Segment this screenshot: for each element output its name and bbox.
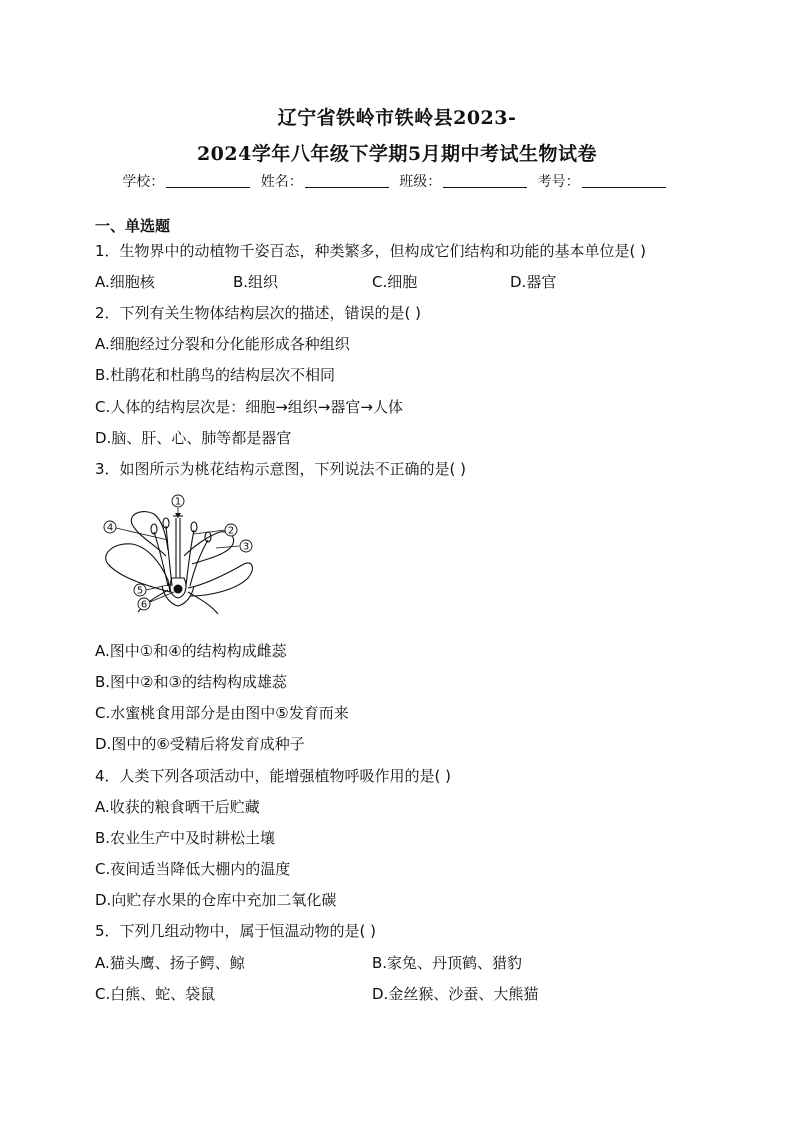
label-number-6: 6 — [140, 599, 148, 611]
student-info-row — [0, 171, 794, 191]
label-number-5: 5 — [136, 585, 144, 597]
question-5-option-d[interactable]: D.金丝猴、沙蚕、大熊猫 — [372, 985, 539, 1003]
question-3-stem: 3．如图所示为桃花结构示意图，下列说法不正确的是( ) — [95, 460, 467, 478]
right-lower-petal — [188, 563, 252, 596]
question-3-option-b[interactable]: B.图中②和③的结构构成雄蕊 — [95, 673, 287, 691]
question-2-option-d[interactable]: D.脑、肝、心、肺等都是器官 — [95, 429, 292, 447]
question-4-option-a[interactable]: A.收获的粮食晒干后贮藏 — [95, 798, 260, 816]
question-2-option-c[interactable]: C.人体的结构层次是：细胞→组织→器官→人体 — [95, 398, 403, 416]
question-4-option-d[interactable]: D.向贮存水果的仓库中充加二氧化碳 — [95, 891, 337, 909]
school-label: 学校： — [122, 174, 165, 190]
question-5-stem: 5．下列几组动物中，属于恒温动物的是( ) — [95, 922, 377, 940]
section-title: 一、单选题 — [95, 217, 171, 235]
stamen-filament-4 — [190, 540, 208, 586]
pistil-style — [176, 518, 180, 578]
question-4-option-c[interactable]: C.夜间适当降低大棚内的温度 — [95, 860, 291, 878]
label-number-1: 1 — [174, 496, 182, 508]
exam-number-blank[interactable] — [582, 173, 666, 188]
leader-line-3 — [216, 546, 239, 548]
label-number-3: 3 — [242, 541, 250, 553]
question-1-option-a[interactable]: A.细胞核 — [95, 273, 155, 291]
class-label: 班级： — [399, 174, 442, 190]
class-blank[interactable] — [443, 173, 527, 188]
question-3-option-c[interactable]: C.水蜜桃食用部分是由图中⑤发育而来 — [95, 704, 349, 722]
exam-title-line2: 2024学年八年级下学期5月期中考试生物试卷 — [196, 143, 598, 165]
exam-number-label: 考号： — [537, 174, 580, 190]
question-3-option-a[interactable]: A.图中①和④的结构构成雌蕊 — [95, 642, 287, 660]
name-blank[interactable] — [305, 173, 389, 188]
label-number-2: 2 — [227, 525, 235, 537]
question-3-option-d[interactable]: D.图中的⑥受精后将发育成种子 — [95, 735, 305, 753]
school-blank[interactable] — [166, 173, 250, 188]
exam-title-line1: 辽宁省铁岭市铁岭县2023- — [277, 107, 517, 129]
peach-flower-svg — [98, 492, 268, 626]
question-5-option-b[interactable]: B.家兔、丹顶鹤、猎豹 — [372, 954, 523, 972]
leader-line-4 — [116, 528, 168, 540]
question-1-option-c[interactable]: C.细胞 — [372, 273, 418, 291]
question-1-option-b[interactable]: B.组织 — [233, 273, 279, 291]
question-1-stem: 1．生物界中的动植物千姿百态，种类繁多，但构成它们结构和功能的基本单位是( ) — [95, 242, 647, 260]
question-5-option-c[interactable]: C.白熊、蛇、袋鼠 — [95, 985, 216, 1003]
left-upper-petal — [131, 512, 168, 556]
ovule — [174, 585, 183, 594]
question-1-option-d[interactable]: D.器官 — [510, 273, 557, 291]
peach-flower-diagram — [98, 492, 268, 626]
question-4-option-b[interactable]: B.农业生产中及时耕松土壤 — [95, 829, 276, 847]
label-number-4: 4 — [106, 522, 114, 534]
question-5-option-a[interactable]: A.猫头鹰、扬子鳄、鲸 — [95, 954, 245, 972]
question-4-stem: 4．人类下列各项活动中，能增强植物呼吸作用的是( ) — [95, 767, 452, 785]
question-2-option-a[interactable]: A.细胞经过分裂和分化能形成各种组织 — [95, 335, 350, 353]
question-2-stem: 2．下列有关生物体结构层次的描述，错误的是( ) — [95, 304, 422, 322]
question-2-option-b[interactable]: B.杜鹃花和杜鹃鸟的结构层次不相同 — [95, 366, 336, 384]
name-label: 姓名： — [260, 174, 303, 190]
